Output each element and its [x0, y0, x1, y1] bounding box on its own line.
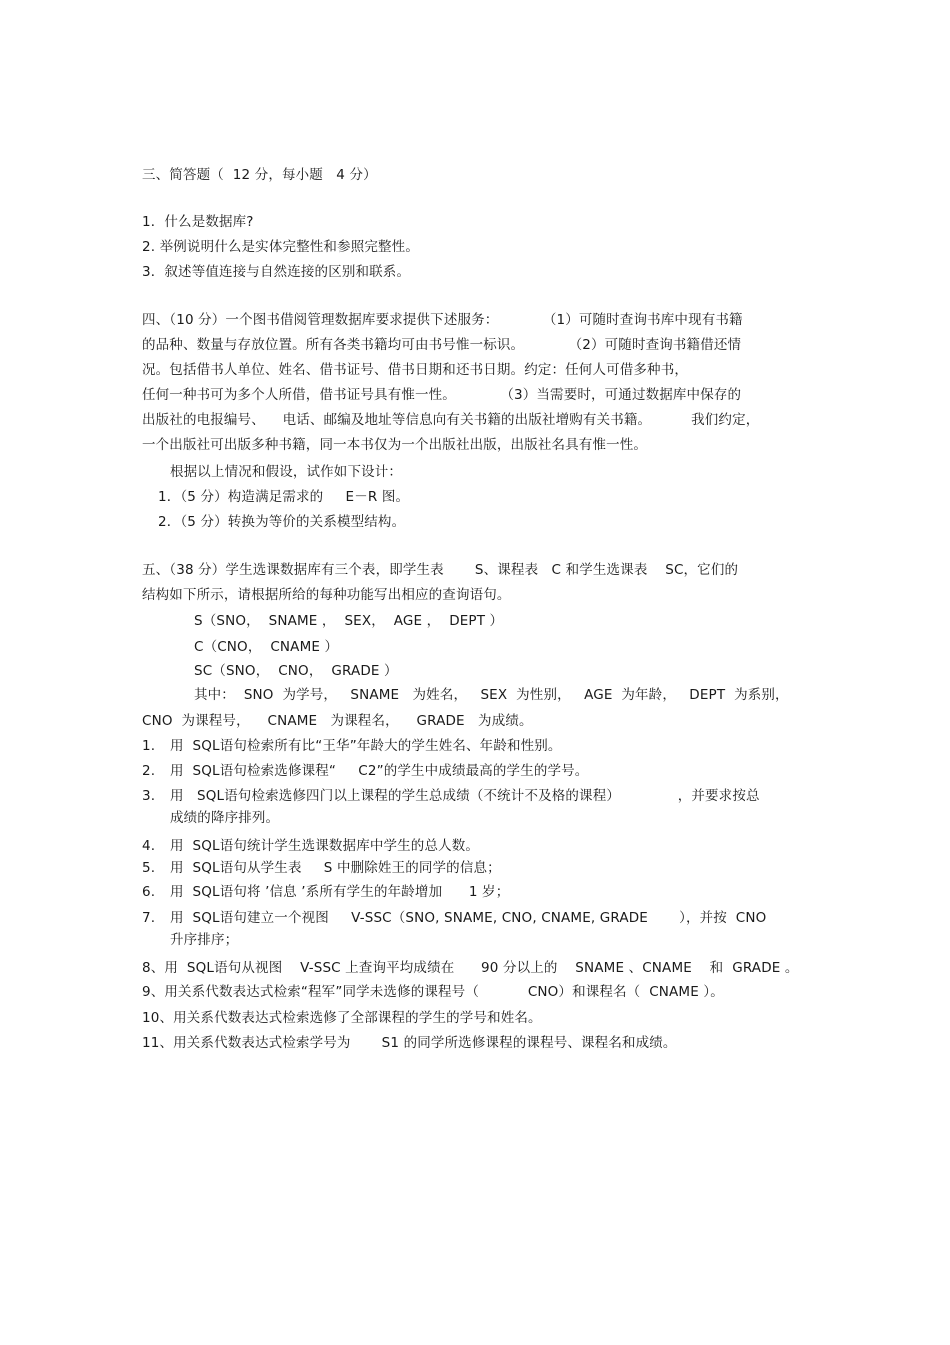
item-number: 7. [142, 910, 156, 926]
schema-s: S（SNO， SNAME ， SEX， AGE ， DEPT ） [194, 613, 504, 629]
item-number: 5. [142, 860, 156, 876]
schema-note-1: 其中： SNO 为学号， SNAME 为姓名， SEX 为性别， AGE 为年龄， DEPT 为系别， [194, 687, 789, 703]
section3-question-2: 2. 举例说明什么是实体完整性和参照完整性。 [142, 239, 419, 255]
section4-line-3: 况。包括借书人单位、姓名、借书证号、借书日期和还书日期。约定：任何人可借多种书， [142, 362, 688, 378]
item-text: 用 SQL语句将 ’信息 ’系所有学生的年龄增加 1 岁； [170, 884, 510, 900]
item-number: 4. [142, 838, 156, 854]
section3-question-3: 3．叙述等值连接与自然连接的区别和联系。 [142, 264, 411, 280]
item-8: 8、用 SQL语句从视图 V-SSC 上查询平均成绩在 90 分以上的 SNAME 、CNAME 和 GRADE 。 [142, 960, 799, 976]
section4-line-5: 出版社的电报编号、 电话、邮编及地址等信息向有关书籍的出版社增购有关书籍。 我们约定， [142, 412, 760, 428]
section4-task-2: 2．（5 分）转换为等价的关系模型结构。 [158, 514, 406, 530]
item-number: 6. [142, 884, 156, 900]
section4-line-6: 一个出版社可出版多种书籍，同一本书仅为一个出版社出版，出版社名具有惟一性。 [142, 437, 648, 453]
section5-line-1: 五、（38 分）学生选课数据库有三个表，即学生表 S、课程表 C 和学生选课表 SC，它们的 [142, 562, 739, 578]
schema-c: C（CNO， CNAME ） [194, 639, 339, 655]
section3-title: 三、简答题（ 12 分，每小题 4 分） [142, 167, 377, 183]
item-text: 用 SQL语句检索选修四门以上课程的学生总成绩（不统计不及格的课程） ，并要求按总 [170, 788, 760, 804]
item-text: 用 SQL语句检索选修课程“ C2”的学生中成绩最高的学生的学号。 [170, 763, 589, 779]
section4-line-2: 的品种、数量与存放位置。所有各类书籍均可由书号惟一标识。 （2）可随时查询书籍借还情 [142, 337, 742, 353]
item-text: 用 SQL语句从学生表 S 中删除姓王的同学的信息； [170, 860, 501, 876]
section4-task-1: 1．（5 分）构造满足需求的 E－R 图。 [158, 489, 410, 505]
section4-intro: 根据以上情况和假设，试作如下设计： [170, 464, 403, 480]
item-9: 9、用关系代数表达式检索“程军”同学未选修的课程号（ CNO）和课程名（ CNAME ）。 [142, 984, 724, 1000]
item-text: 用 SQL语句检索所有比“王华”年龄大的学生姓名、年龄和性别。 [170, 738, 562, 754]
item-text: 用 SQL语句统计学生选课数据库中学生的总人数。 [170, 838, 480, 854]
item-text-continued: 升序排序； [170, 932, 239, 948]
item-text-continued: 成绩的降序排列。 [170, 810, 280, 826]
schema-sc: SC（SNO， CNO， GRADE ） [194, 663, 398, 679]
item-11: 11、用关系代数表达式检索学号为 S1 的同学所选修课程的课程号、课程名和成绩。 [142, 1035, 677, 1051]
section3-question-1: 1．什么是数据库? [142, 214, 254, 230]
item-text: 用 SQL语句建立一个视图 V-SSC（SNO, SNAME, CNO, CNAME, GRADE ），并按 CNO [170, 910, 767, 926]
item-10: 10、用关系代数表达式检索选修了全部课程的学生的学号和姓名。 [142, 1010, 542, 1026]
schema-note-2: CNO 为课程号， CNAME 为课程名， GRADE 为成绩。 [142, 713, 533, 729]
item-number: 1. [142, 738, 156, 754]
section4-line-1: 四、（10 分）一个图书借阅管理数据库要求提供下述服务： （1）可随时查询书库中现有书籍 [142, 312, 743, 328]
section4-line-4: 任何一种书可为多个人所借，借书证号具有惟一性。 （3）当需要时，可通过数据库中保存的 [142, 387, 742, 403]
section5-line-2: 结构如下所示，请根据所给的每种功能写出相应的查询语句。 [142, 587, 511, 603]
item-number: 2. [142, 763, 156, 779]
item-number: 3. [142, 788, 156, 804]
